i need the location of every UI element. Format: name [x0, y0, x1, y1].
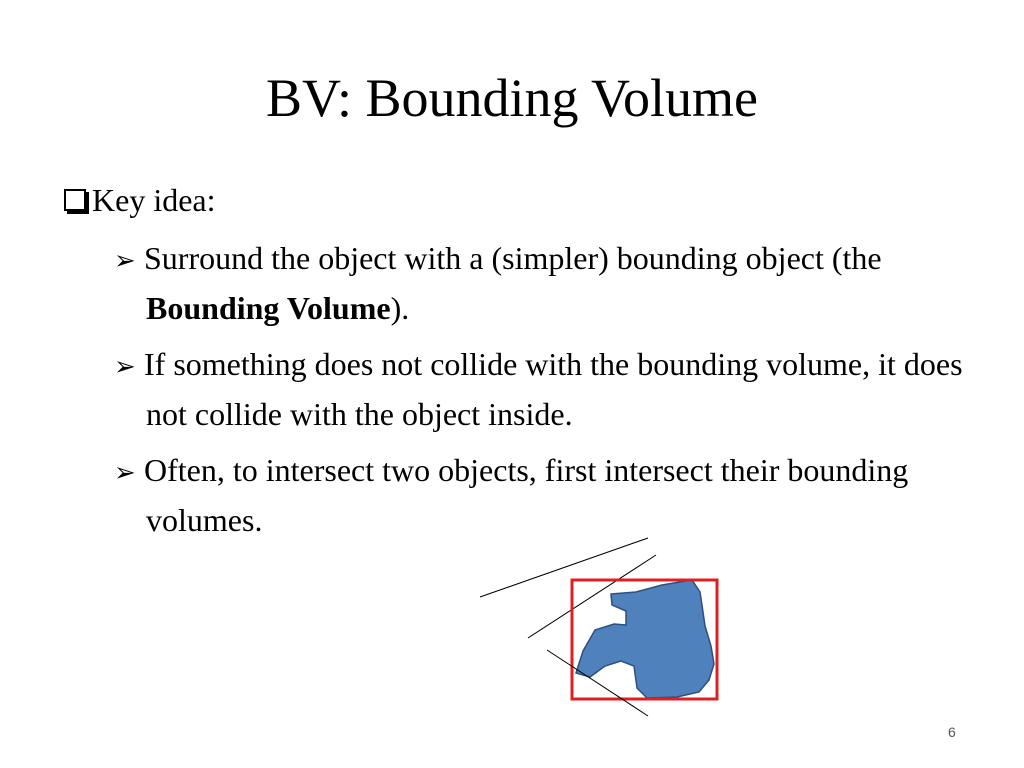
page-number: 6 — [948, 724, 956, 740]
bullet-text: Key idea: — [92, 182, 216, 218]
blue-object — [576, 580, 714, 698]
subbullet-text-after: ). — [390, 290, 410, 326]
subbullet-text: If something does not collide with the bounding volume, it does not collide with the object inside. — [144, 346, 963, 432]
arrow-bullet-icon: ➢ — [114, 458, 136, 488]
arrow-bullet-icon: ➢ — [114, 246, 136, 276]
subbullet-text: Often, to intersect two objects, first intersect their bounding volumes. — [144, 452, 909, 538]
ray-line-1 — [480, 538, 648, 597]
arrow-bullet-icon: ➢ — [114, 352, 136, 382]
slide-title: BV: Bounding Volume — [265, 68, 759, 128]
subbullet-bold-term: Bounding Volume — [146, 290, 391, 326]
subbullet-text-before: Surround the object with a (simpler) bounding object (the — [144, 240, 882, 276]
